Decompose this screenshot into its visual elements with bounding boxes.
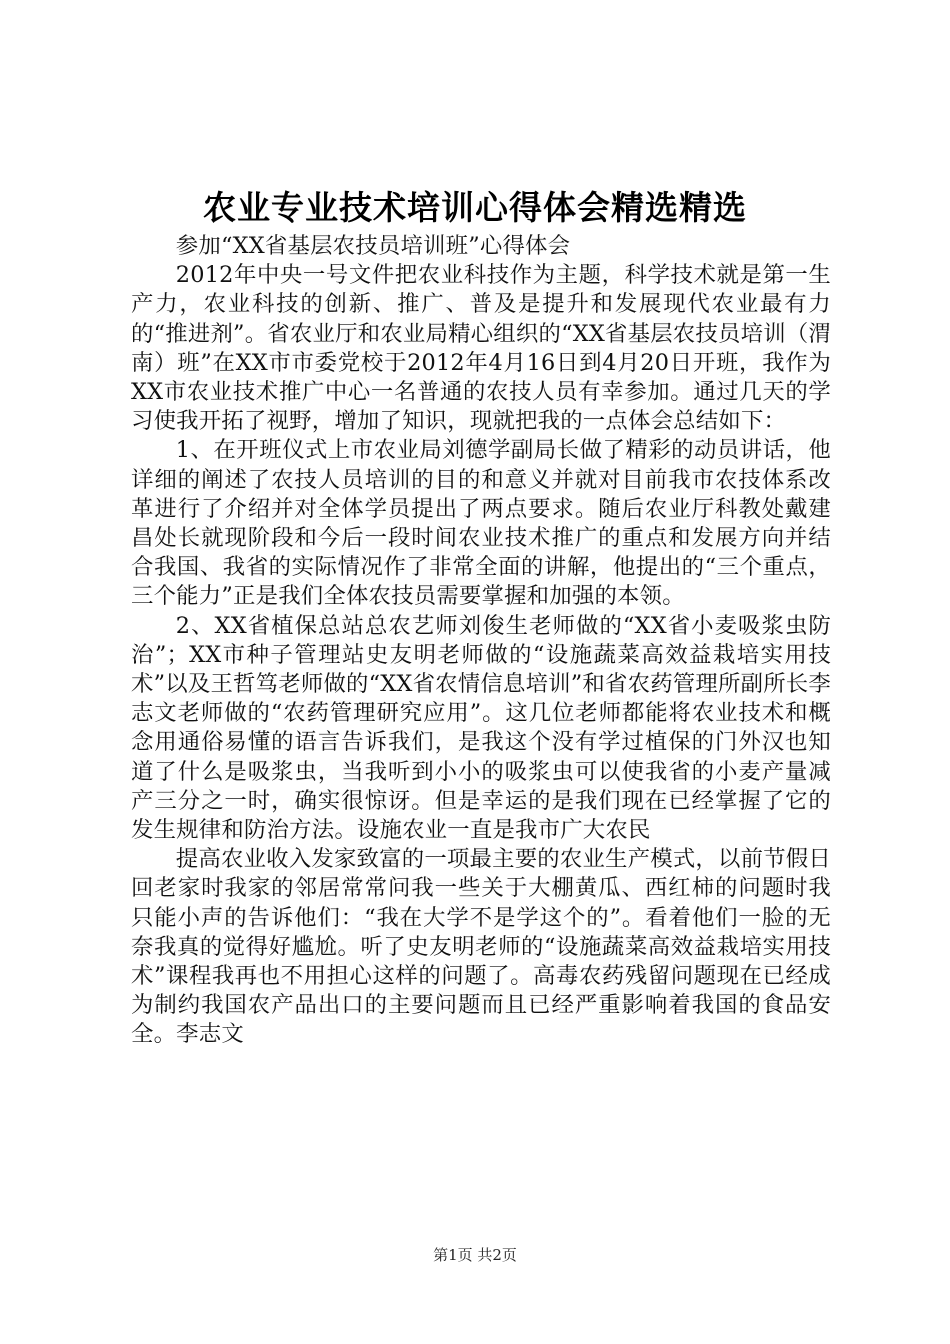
paragraph-intro: 2012年中央一号文件把农业科技作为主题，科学技术就是第一生产力，农业科技的创新、推广、普及是提升和发展现代农业最有力的“推进剂”。省农业厅和农业局精心组织的“XX省基层农技员培训（渭南）班”在XX市市委党校于2012年4月16日到4月20日开班，我作为XX市农业技术推广中心一名普通的农技人员有幸参加。通过几天的学习使我开拓了视野，增加了知识，现就把我的一点体会总结如下： — [131, 262, 831, 435]
paragraph-point-2: 2、XX省植保总站总农艺师刘俊生老师做的“XX省小麦吸浆虫防治”；XX市种子管理站史友明老师做的“设施蔬菜高效益栽培实用技术”以及王哲笃老师做的“XX省农情信息培训”和省农药管理所副所长李志文老师做的“农药管理研究应用”。这几位老师都能将农业技术和概念用通俗易懂的语言告诉我们，是我这个没有学过植保的门外汉也知道了什么是吸浆虫，当我听到小小的吸浆虫可以使我省的小麦产量减产三分之一时，确实很惊讶。但是幸运的是我们现在已经掌握了它的发生规律和防治方法。设施农业一直是我市广大农民 — [131, 612, 831, 844]
document-title: 农业专业技术培训心得体会精选精选 — [203, 188, 747, 227]
page-footer: 第1页 共2页 — [433, 1246, 517, 1264]
paragraph-point-1: 1、在开班仪式上市农业局刘德学副局长做了精彩的动员讲话，他详细的阐述了农技人员培训的目的和意义并就对目前我市农技体系改革进行了介绍并对全体学员提出了两点要求。随后农业厅科教处戴建昌处长就现阶段和今后一段时间农业技术推广的重点和发展方向并结合我国、我省的实际情况作了非常全面的讲解，他提出的“三个重点，三个能力”正是我们全体农技员需要掌握和加强的本领。 — [131, 437, 831, 610]
paragraph-continuation: 提高农业收入发家致富的一项最主要的农业生产模式，以前节假日回老家时我家的邻居常常问我一些关于大棚黄瓜、西红柿的问题时我只能小声的告诉他们：“我在大学不是学这个的”。看着他们一脸的无奈我真的觉得好尴尬。听了史友明老师的“设施蔬菜高效益栽培实用技术”课程我再也不用担心这样的问题了。高毒农药残留问题现在已经成为制约我国农产品出口的主要问题而且已经严重影响着我国的食品安全。李志文 — [131, 846, 831, 1048]
document-body — [131, 232, 831, 1050]
paragraph-subtitle: 参加“XX省基层农技员培训班”心得体会 — [175, 233, 571, 259]
